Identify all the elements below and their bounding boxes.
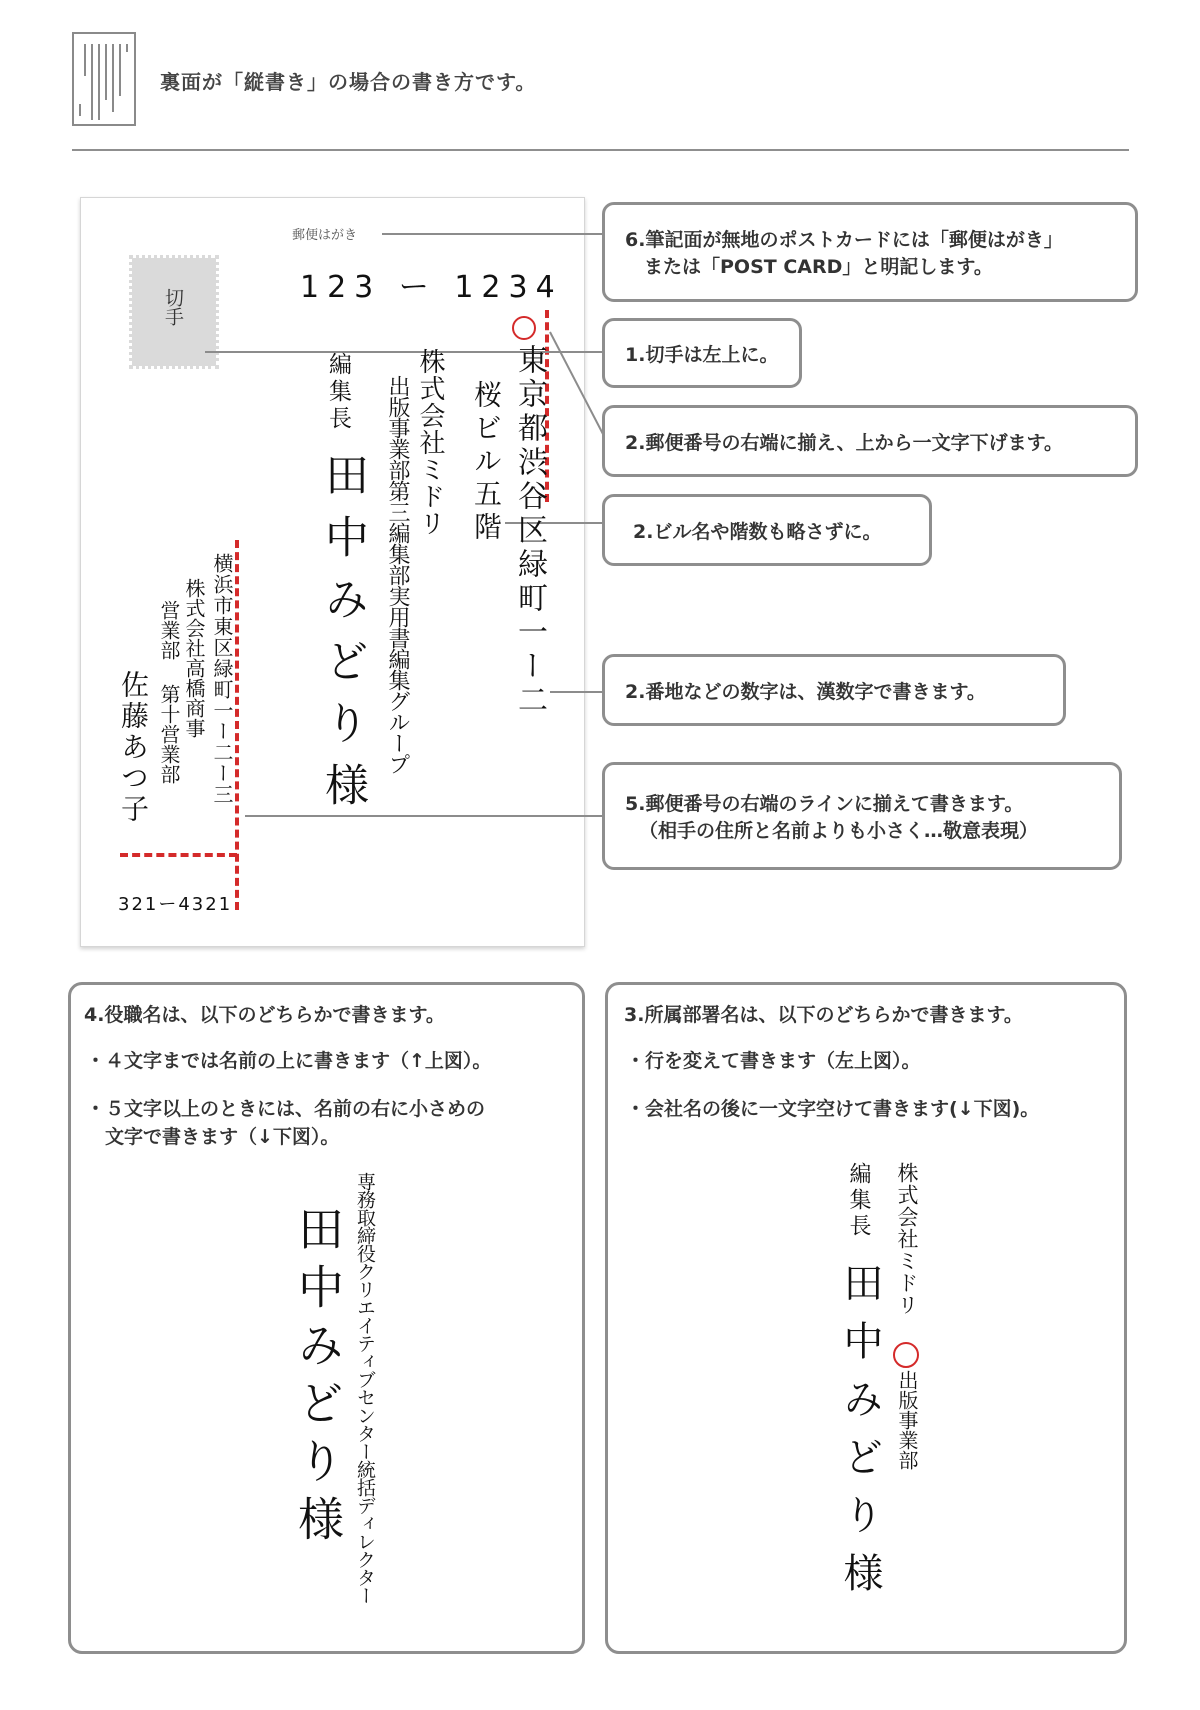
vertical-writing-icon [72, 32, 136, 126]
example-company: 株式会社ミドリ [895, 1162, 919, 1316]
sender-department: 営業部 第十営業部 [157, 600, 181, 784]
department-rule-item: ・会社名の後に一文字空けて書きます(↓下図)。 [626, 1098, 1040, 1120]
sender-bottom-guide [120, 853, 237, 857]
number-connector [550, 691, 602, 693]
job-title-rule-item: ・５文字以上のときには、名前の右に小さめの [86, 1098, 486, 1120]
recipient-company: 株式会社ミドリ [415, 348, 445, 537]
callout-5-sender-alignment [602, 762, 1122, 870]
example-name-right: 田中みどり様 [837, 1262, 883, 1610]
department-rule-item: ・行を変えて書きます（左上図）。 [626, 1050, 921, 1072]
callout-line: 2.番地などの数字は、漢数字で書きます。 [625, 680, 986, 703]
recipient-department: 出版事業部第三編集部実用書編集グループ [385, 375, 410, 774]
page-title: 裏面が「縦書き」の場合の書き方です。 [160, 70, 537, 94]
callout-line: 5.郵便番号の右端のラインに揃えて書きます。 [625, 793, 1024, 815]
callout-6-post-card-label [602, 202, 1138, 302]
callout-line: （相手の住所と名前よりも小さく…敬意表現） [639, 820, 1039, 842]
example-long-job-title: 専務取締役クリエイティブセンター統括ディレクター [354, 1172, 376, 1604]
example-department: 出版事業部 [895, 1370, 919, 1470]
sender-zip-code: 321ー4321 [118, 894, 233, 915]
recipient-zip-code: 123 ー 1234 [300, 270, 563, 305]
callout-1-stamp [602, 318, 802, 388]
indent-circle-marker [512, 316, 536, 340]
header-divider [72, 149, 1129, 151]
sender-company: 株式会社高橋商事 [182, 578, 206, 738]
callout-2-indent [602, 405, 1138, 477]
callout-line: 2.郵便番号の右端に揃え、上から一文字下げます。 [625, 431, 1064, 454]
sender-address: 横浜市東区緑町一ー二ー三 [210, 553, 234, 805]
callout-line: 2.ビル名や階数も略さずに。 [633, 520, 882, 543]
recipient-address-line2: 桜ビル五階 [470, 380, 503, 545]
example-name-left: 田中みどり様 [291, 1205, 345, 1553]
callout-line: または「POST CARD」と明記します。 [625, 256, 993, 278]
space-circle-marker [893, 1342, 919, 1368]
recipient-title: 編集長 [325, 352, 351, 433]
department-rules-heading: 3.所属部署名は、以下のどちらかで書きます。 [624, 1004, 1023, 1026]
callout-2-building [602, 494, 932, 566]
hagaki-label: 郵便はがき [292, 228, 358, 243]
stamp-label: 切手 [162, 288, 184, 326]
job-title-rule-item: 文字で書きます（↓下図）。 [86, 1126, 340, 1148]
indent-connector [548, 330, 608, 440]
example-title-right: 編集長 [846, 1162, 871, 1240]
callout-line: 6.筆記面が無地のポストカードには「郵便はがき」 [625, 229, 1063, 251]
recipient-address-line1: 東京都渋谷区緑町一ー二 [512, 344, 547, 718]
sender-connector [245, 815, 602, 817]
callout-line: 1.切手は左上に。 [625, 343, 779, 366]
hagaki-connector [382, 233, 602, 235]
job-title-rule-item: ・４文字までは名前の上に書きます（↑上図）。 [86, 1050, 492, 1072]
sender-name: 佐藤あつ子 [117, 670, 150, 825]
callout-2-kanji-numbers [602, 654, 1066, 726]
recipient-name: 田中みどり様 [317, 452, 368, 824]
job-title-rules-heading: 4.役職名は、以下のどちらかで書きます。 [84, 1004, 445, 1026]
